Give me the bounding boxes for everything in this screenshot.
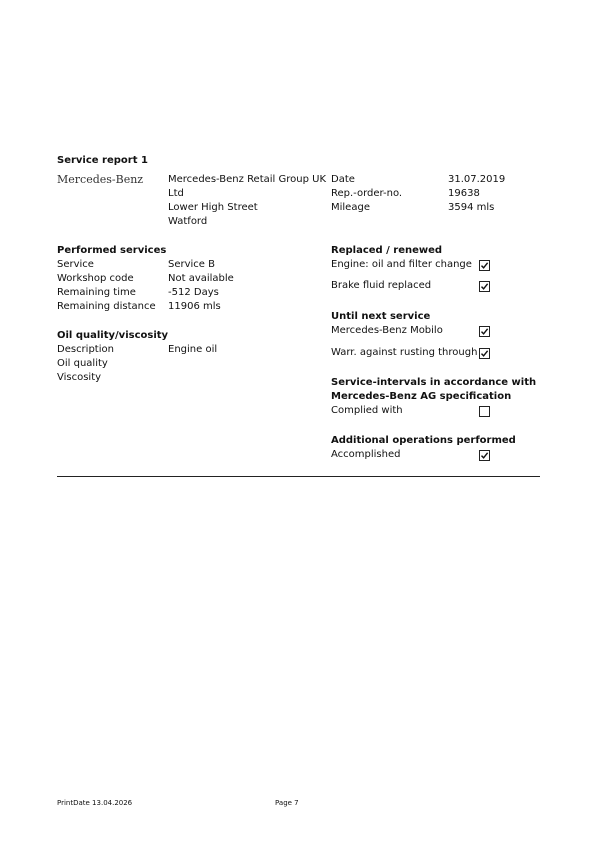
brand-logo-text: Mercedes-Benz	[57, 173, 144, 186]
order-number-value: 19638	[448, 188, 480, 199]
accomplished-checkbox[interactable]	[479, 450, 490, 461]
mobilo-checkbox[interactable]	[479, 326, 490, 337]
workshop-code-label: Workshop code	[57, 273, 134, 284]
service-value: Service B	[168, 259, 215, 270]
oil-description-label: Description	[57, 344, 114, 355]
intervals-heading-line2: Mercedes-Benz AG specification	[331, 391, 512, 402]
checkmark-icon	[480, 282, 489, 291]
viscosity-label: Viscosity	[57, 372, 102, 383]
mobilo-label: Mercedes-Benz Mobilo	[331, 325, 443, 336]
remaining-time-value: -512 Days	[168, 287, 219, 298]
until-next-service-heading: Until next service	[331, 311, 431, 322]
remaining-distance-value: 11906 mls	[168, 301, 221, 312]
engine-oil-filter-label: Engine: oil and filter change	[331, 259, 472, 270]
remaining-distance-label: Remaining distance	[57, 301, 156, 312]
dealer-address-street: Lower High Street	[168, 202, 258, 213]
date-value: 31.07.2019	[448, 174, 506, 185]
mileage-value: 3594 mls	[448, 202, 495, 213]
workshop-code-value: Not available	[168, 273, 234, 284]
brake-fluid-checkbox[interactable]	[479, 281, 490, 292]
oil-heading: Oil quality/viscosity	[57, 330, 169, 341]
order-number-label: Rep.-order-no.	[331, 188, 403, 199]
print-date: PrintDate 13.04.2026	[57, 799, 133, 807]
brake-fluid-label: Brake fluid replaced	[331, 280, 432, 291]
page-number: Page 7	[275, 799, 299, 807]
rust-warranty-label: Warr. against rusting through	[331, 347, 478, 358]
oil-description-value: Engine oil	[168, 344, 218, 355]
dealer-name-line2: Ltd	[168, 188, 184, 199]
performed-services-heading: Performed services	[57, 245, 167, 256]
rust-warranty-checkbox[interactable]	[479, 348, 490, 359]
engine-oil-filter-checkbox[interactable]	[479, 260, 490, 271]
oil-quality-label: Oil quality	[57, 358, 108, 369]
date-label: Date	[331, 174, 355, 185]
additional-operations-heading: Additional operations performed	[331, 435, 516, 446]
service-label: Service	[57, 259, 94, 270]
complied-with-label: Complied with	[331, 405, 403, 416]
intervals-heading-line1: Service-intervals in accordance with	[331, 377, 537, 388]
mileage-label: Mileage	[331, 202, 370, 213]
checkmark-icon	[480, 349, 489, 358]
section-divider	[57, 476, 540, 477]
checkmark-icon	[480, 261, 489, 270]
complied-with-checkbox[interactable]	[479, 406, 490, 417]
checkmark-icon	[480, 327, 489, 336]
dealer-address-town: Watford	[168, 216, 208, 227]
report-title: Service report 1	[57, 155, 148, 166]
remaining-time-label: Remaining time	[57, 287, 136, 298]
replaced-heading: Replaced / renewed	[331, 245, 443, 256]
accomplished-label: Accomplished	[331, 449, 401, 460]
checkmark-icon	[480, 451, 489, 460]
dealer-name-line1: Mercedes-Benz Retail Group UK	[168, 174, 326, 185]
